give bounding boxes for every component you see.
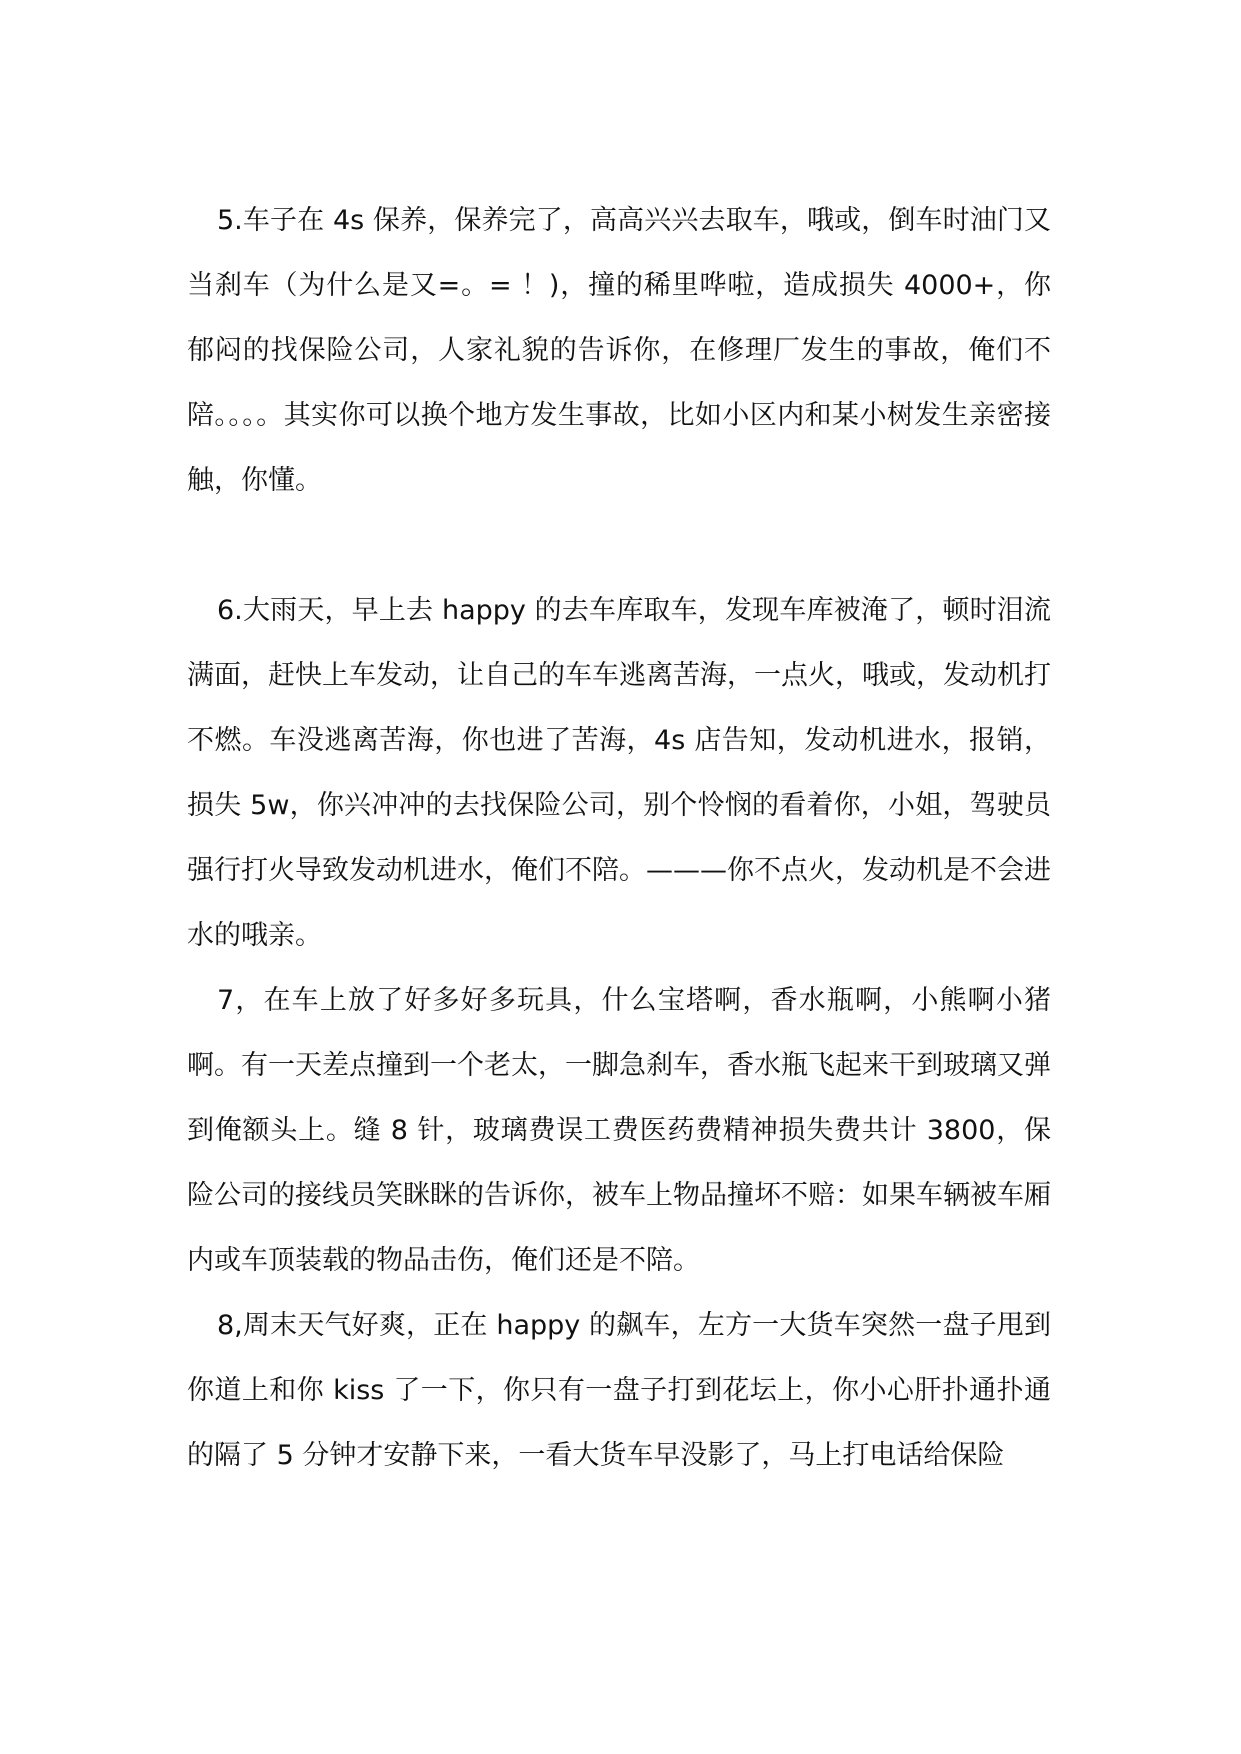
paragraph-5: 5.车子在 4s 保养，保养完了，高高兴兴去取车，哦或，倒车时油门又当刹车（为什么是又=。= ！)，撞的稀里哗啦，造成损失 4000+，你郁闷的找保险公司，人家礼貌的告诉你，在修理厂发生的事故，俺们不陪。。。。其实你可以换个地方发生事故，比如小区内和某小树发生亲密接触，你懂。 <box>187 205 1051 496</box>
paragraph-8: 8,周末天气好爽，正在 happy 的飙车，左方一大货车突然一盘子甩到你道上和你 kiss 了一下，你只有一盘子打到花坛上，你小心肝扑通扑通的隔了 5 分钟才安静下来，一看大货车早没影了，马上打电话给保险 <box>187 1310 1051 1471</box>
paragraph-7: 7，在车上放了好多好多玩具，什么宝塔啊，香水瓶啊，小熊啊小猪啊。有一天差点撞到一个老太，一脚急刹车，香水瓶飞起来干到玻璃又弹到俺额头上。缝 8 针，玻璃费误工费医药费精神损失费共计 3800，保险公司的接线员笑眯眯的告诉你，被车上物品撞坏不赔：如果车辆被车厢内或车顶装载的物品击伤，俺们还是不陪。 <box>187 985 1051 1276</box>
document-body <box>187 188 1051 1488</box>
paragraph-6: 6.大雨天，早上去 happy 的去车库取车，发现车库被淹了，顿时泪流满面，赶快上车发动，让自己的车车逃离苦海，一点火，哦或，发动机打不燃。车没逃离苦海，你也进了苦海，4s 店告知，发动机进水，报销，损失 5w，你兴冲冲的去找保险公司，别个怜悯的看着你，小姐，驾驶员强行打火导致发动机进水，俺们不陪。———你不点火，发动机是不会进水的哦亲。 <box>187 595 1051 951</box>
